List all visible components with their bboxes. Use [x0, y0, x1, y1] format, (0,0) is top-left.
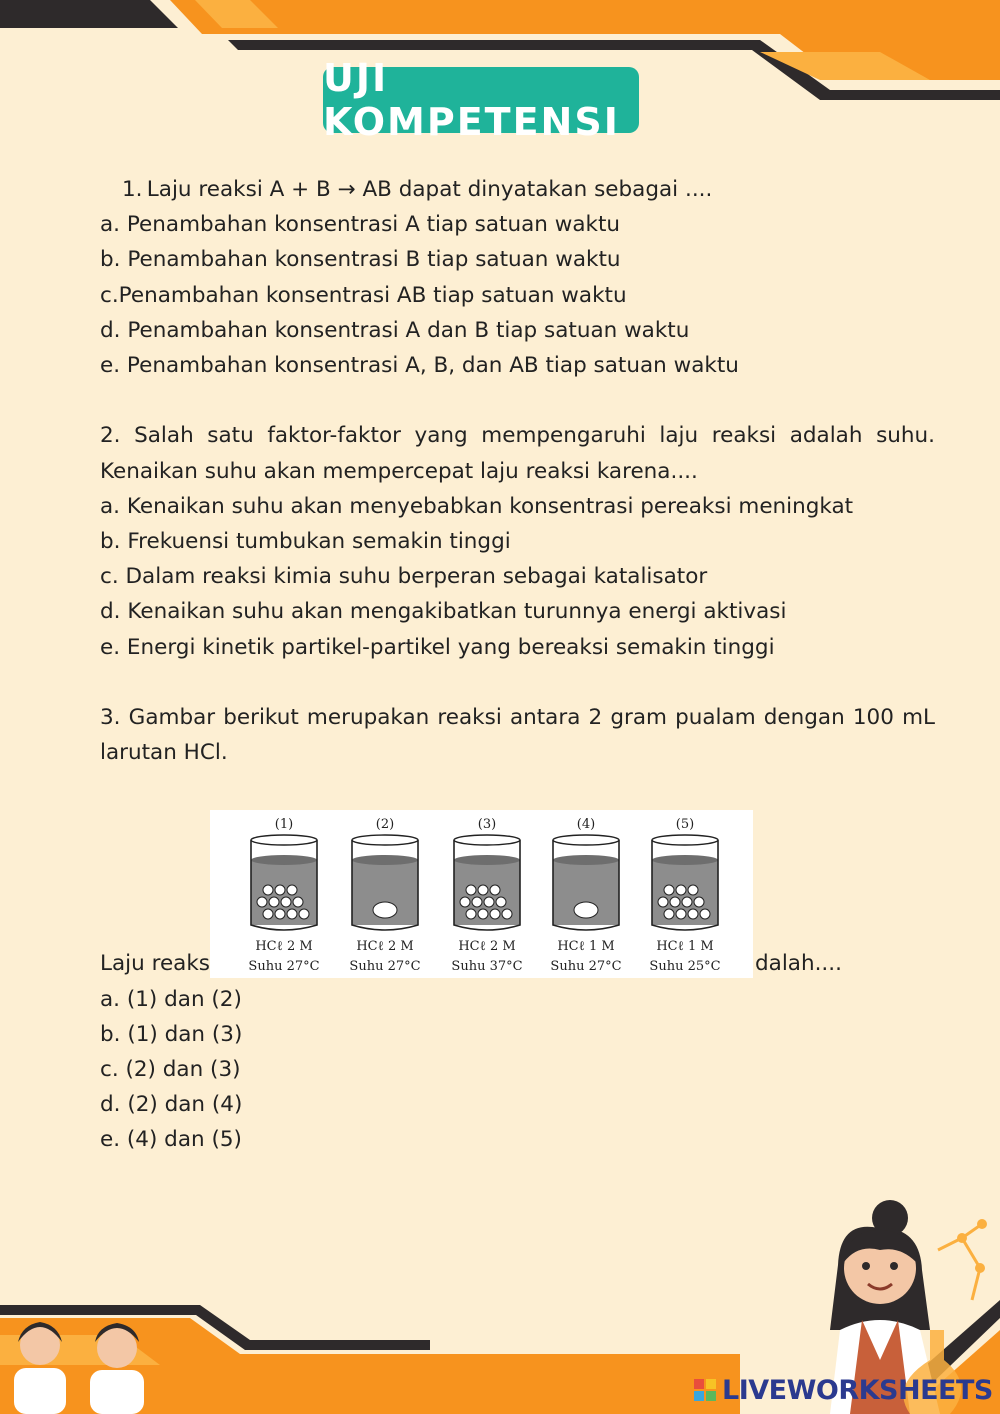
marble-granule: [287, 909, 297, 919]
marble-lump: [574, 902, 598, 918]
solution-surface: [652, 855, 718, 865]
question-2-option-a[interactable]: a. Kenaikan suhu akan menyebabkan konsentrasi pereaksi meningkat: [100, 493, 854, 519]
marble-granule: [676, 909, 686, 919]
question-3-option-c[interactable]: c. (2) dan (3): [100, 1057, 241, 1083]
marble-granule: [658, 897, 668, 907]
question-2-option-e[interactable]: e. Energi kinetik partikel-partikel yang bereaksi semakin tinggi: [100, 634, 775, 660]
question-3-option-d[interactable]: d. (2) dan (4): [100, 1092, 243, 1118]
page-title: UJI KOMPETENSI: [323, 56, 620, 144]
marble-granule: [688, 885, 698, 895]
beaker-solution-label: HCℓ 2 M: [458, 939, 516, 954]
question-1-option-c[interactable]: c.Penambahan konsentrasi AB tiap satuan waktu: [100, 282, 627, 308]
question-3-prompt-left: Laju reaks: [100, 951, 211, 977]
marble-granule: [700, 909, 710, 919]
marble-granule: [275, 909, 285, 919]
solution-surface: [454, 855, 520, 865]
beaker-rim: [251, 835, 317, 845]
logo-mark-icon: [694, 1379, 716, 1401]
question-1-stem: 1. Laju reaksi A + B → AB dapat dinyatakan sebagai ....: [122, 177, 713, 202]
question-1-option-e[interactable]: e. Penambahan konsentrasi A, B, dan AB tiap satuan waktu: [100, 353, 739, 379]
title-banner: [323, 56, 639, 144]
question-2-option-b[interactable]: b. Frekuensi tumbukan semakin tinggi: [100, 529, 511, 555]
beaker-number-label: (2): [375, 817, 395, 832]
beaker-rim: [352, 835, 418, 845]
beaker-temperature-label: Suhu 37°C: [451, 959, 523, 974]
beaker-solution-label: HCℓ 1 M: [557, 939, 615, 954]
beaker-rim: [454, 835, 520, 845]
marble-granule: [269, 897, 279, 907]
question-1-option-b[interactable]: b. Penambahan konsentrasi B tiap satuan waktu: [100, 247, 621, 273]
marble-granule: [472, 897, 482, 907]
beaker-solution-label: HCℓ 2 M: [255, 939, 313, 954]
marble-granule: [682, 897, 692, 907]
marble-granule: [466, 909, 476, 919]
marble-granule: [478, 909, 488, 919]
solution-surface: [251, 855, 317, 865]
top-orange-band: [170, 0, 1000, 34]
beaker-temperature-label: Suhu 27°C: [248, 959, 320, 974]
beaker-solution-label: HCℓ 1 M: [656, 939, 714, 954]
marble-granule: [466, 885, 476, 895]
top-dark-stripe: [0, 0, 178, 28]
beaker-number-label: (5): [675, 817, 695, 832]
beaker-figure: [210, 810, 753, 978]
beaker-rim: [553, 835, 619, 845]
marble-lump: [373, 902, 397, 918]
beaker-number-label: (3): [477, 817, 497, 832]
marble-granule: [299, 909, 309, 919]
question-2-option-c[interactable]: c. Dalam reaksi kimia suhu berperan sebagai katalisator: [100, 564, 708, 590]
question-1-option-a[interactable]: a. Penambahan konsentrasi A tiap satuan waktu: [100, 212, 621, 238]
marble-granule: [670, 897, 680, 907]
marble-granule: [263, 909, 273, 919]
question-3-option-b[interactable]: b. (1) dan (3): [100, 1021, 243, 1047]
marble-granule: [664, 909, 674, 919]
marble-granule: [484, 897, 494, 907]
beaker-number-label: (1): [274, 817, 294, 832]
marble-granule: [664, 885, 674, 895]
marble-granule: [502, 909, 512, 919]
marble-granule: [490, 885, 500, 895]
solution-surface: [352, 855, 418, 865]
marble-granule: [694, 897, 704, 907]
beaker-temperature-label: Suhu 25°C: [649, 959, 721, 974]
marble-granule: [281, 897, 291, 907]
question-1-option-d[interactable]: d. Penambahan konsentrasi A dan B tiap satuan waktu: [100, 317, 690, 343]
logo-text: LIVEWORKSHEETS: [722, 1374, 993, 1406]
marble-granule: [490, 909, 500, 919]
marble-granule: [263, 885, 273, 895]
question-3-stem: 3. Gambar berikut merupakan reaksi antara 2 gram pualam dengan 100 mL larutan HCl.: [100, 705, 935, 766]
question-2-option-d[interactable]: d. Kenaikan suhu akan mengakibatkan turunnya energi aktivasi: [100, 599, 787, 625]
beaker-number-label: (4): [576, 817, 596, 832]
marble-granule: [460, 897, 470, 907]
question-3-prompt-right: dalah....: [755, 951, 842, 977]
solution-surface: [553, 855, 619, 865]
marble-granule: [257, 897, 267, 907]
beaker-temperature-label: Suhu 27°C: [349, 959, 421, 974]
marble-granule: [676, 885, 686, 895]
question-3-option-e[interactable]: e. (4) dan (5): [100, 1127, 242, 1153]
beaker-diagram: [210, 810, 753, 978]
question-2-stem: 2. Salah satu faktor-faktor yang mempengaruhi laju reaksi adalah suhu. Kenaikan suhu akan mempercepat laju reaksi karena....: [100, 423, 935, 484]
marble-granule: [275, 885, 285, 895]
worksheet-content: [100, 172, 935, 1158]
marble-granule: [478, 885, 488, 895]
beaker-solution-label: HCℓ 2 M: [356, 939, 414, 954]
question-3-option-a[interactable]: a. (1) dan (2): [100, 986, 242, 1012]
marble-granule: [293, 897, 303, 907]
beaker-temperature-label: Suhu 27°C: [550, 959, 622, 974]
marble-granule: [688, 909, 698, 919]
marble-granule: [287, 885, 297, 895]
liveworksheets-logo: [694, 1372, 993, 1408]
marble-granule: [496, 897, 506, 907]
beaker-rim: [652, 835, 718, 845]
